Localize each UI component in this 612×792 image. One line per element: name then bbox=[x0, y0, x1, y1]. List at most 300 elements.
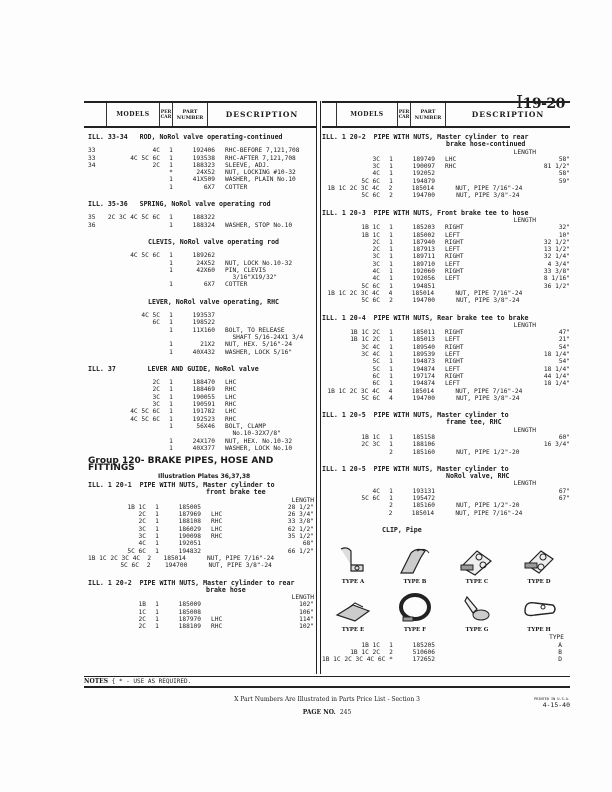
desc-cell: LEFT bbox=[445, 351, 460, 359]
ill-cell bbox=[88, 401, 102, 408]
len-cell: 4 3/4" bbox=[547, 260, 570, 268]
per-cell: 1 bbox=[169, 401, 173, 409]
desc-cell bbox=[201, 548, 266, 555]
table-row bbox=[322, 656, 570, 663]
parts-list bbox=[322, 488, 570, 517]
models-cell: 2C 3C 4C 5C 6C bbox=[107, 214, 160, 222]
desc-cell: NUT, PIPE 7/16"-24 bbox=[444, 509, 523, 517]
per-cell: 1 bbox=[169, 422, 173, 430]
desc-cell: RIGHT bbox=[445, 358, 464, 366]
models-cell bbox=[102, 341, 160, 348]
desc-cell: WASHER, LOCK No.10 bbox=[225, 444, 293, 452]
clip-type-c: TYPE C bbox=[446, 538, 508, 586]
ill-cell bbox=[88, 386, 102, 393]
desc-cell bbox=[215, 252, 314, 259]
table-row bbox=[88, 327, 314, 334]
len-cell: 18 1/4" bbox=[543, 365, 570, 373]
desc-cell: LHC bbox=[225, 408, 237, 416]
desc-cell: NUT, PIPE 3/8"-24 bbox=[445, 394, 520, 402]
desc-cell: NUT, PIPE 1/2"-20 bbox=[445, 448, 520, 456]
desc-cell bbox=[201, 504, 266, 511]
section-title: ILL. 1 20-2 PIPE WITH NUTS, Master cylinder to rear bbox=[322, 133, 529, 141]
models-cell: 3C bbox=[138, 525, 146, 533]
per-cell: 1 bbox=[169, 393, 173, 401]
table-row bbox=[322, 441, 570, 448]
per-cell: 1 bbox=[169, 281, 173, 289]
desc-cell: SHAFT 5/16-24X1 3/4 bbox=[225, 333, 304, 341]
models-cell bbox=[102, 430, 160, 437]
len-cell: 10" bbox=[558, 231, 570, 239]
part-cell: 186029 bbox=[178, 525, 201, 533]
models-cell: 5C bbox=[372, 365, 380, 373]
table-row bbox=[88, 334, 314, 341]
len-cell: 32" bbox=[558, 224, 570, 232]
part-cell: 189749 bbox=[412, 155, 435, 163]
table-row bbox=[322, 502, 570, 509]
ill-cell bbox=[88, 341, 102, 348]
table-row bbox=[88, 445, 314, 452]
part-cell: 185011 bbox=[412, 329, 435, 337]
group-title: Group 120- BRAKE PIPES, HOSE AND FITTINGS bbox=[88, 456, 274, 474]
table-row bbox=[88, 518, 314, 525]
desc-cell: LEFT bbox=[445, 336, 460, 344]
section-title: ILL. 1 20-1 PIPE WITH NUTS, Master cylinder to bbox=[88, 480, 275, 489]
models-cell: 6C bbox=[372, 372, 380, 380]
desc-cell bbox=[435, 178, 522, 185]
len-cell: 54" bbox=[558, 358, 570, 366]
per-cell: 1 bbox=[389, 336, 393, 344]
len-cell bbox=[272, 562, 314, 569]
desc-cell bbox=[215, 214, 314, 221]
desc-cell: LHC bbox=[211, 616, 223, 624]
part-cell: 185205 bbox=[412, 641, 435, 649]
per-cell: 1 bbox=[155, 623, 159, 631]
clip-type-f: TYPE F bbox=[384, 586, 446, 634]
desc-cell: RHC bbox=[211, 518, 223, 526]
part-cell: 194879 bbox=[412, 177, 435, 185]
len-cell bbox=[522, 185, 570, 192]
table-row bbox=[88, 504, 314, 511]
ill-cell bbox=[88, 408, 102, 415]
len-cell: 66 1/2" bbox=[287, 547, 314, 555]
per-car-header: PER CAR bbox=[160, 103, 173, 126]
per-cell: 1 bbox=[389, 260, 393, 268]
ill-cell bbox=[88, 416, 102, 423]
len-cell: 54" bbox=[558, 343, 570, 351]
desc-cell bbox=[215, 319, 314, 326]
table-row bbox=[88, 155, 314, 162]
per-cell: 1 bbox=[169, 379, 173, 387]
table-row bbox=[88, 222, 314, 229]
part-cell: 194873 bbox=[412, 358, 435, 366]
per-cell: * bbox=[389, 656, 393, 664]
len-cell: 58" bbox=[558, 170, 570, 178]
desc-cell: NUT, PIPE 1/2"-20 bbox=[445, 502, 520, 510]
per-cell: 1 bbox=[389, 246, 393, 254]
models-cell: 1B 1C 2C 3C 4C bbox=[327, 289, 380, 297]
models-cell: 3C bbox=[152, 401, 160, 409]
ill-cell: 36 bbox=[88, 221, 96, 229]
ill-cell bbox=[88, 327, 102, 334]
desc-cell: NUT, PIPE 3/8"-24 bbox=[445, 297, 520, 305]
models-cell: 2C bbox=[138, 616, 146, 624]
ill-cell bbox=[88, 281, 102, 288]
table-row bbox=[88, 319, 314, 326]
per-cell: 1 bbox=[169, 161, 173, 169]
part-cell: 185203 bbox=[412, 224, 435, 232]
models-cell: 3C bbox=[138, 533, 146, 541]
part-cell: 194700 bbox=[412, 192, 435, 200]
table-row bbox=[88, 312, 314, 319]
part-cell: 189539 bbox=[412, 351, 435, 359]
table-row bbox=[88, 267, 314, 274]
desc-cell: SLEEVE, ADJ. bbox=[225, 161, 270, 169]
table-row bbox=[322, 366, 570, 373]
per-cell: 1 bbox=[169, 408, 173, 416]
part-cell: 194700 bbox=[164, 562, 188, 570]
per-cell bbox=[160, 274, 182, 281]
table-row bbox=[322, 344, 570, 351]
part-cell: 510606 bbox=[412, 648, 435, 656]
len-cell: 62 1/2" bbox=[287, 525, 314, 533]
table-row bbox=[322, 192, 570, 199]
parts-list bbox=[88, 147, 314, 191]
table-row bbox=[322, 170, 570, 177]
ill-cell bbox=[88, 267, 102, 274]
per-cell: 2 bbox=[389, 448, 393, 456]
models-cell: 1B 1C 2C bbox=[350, 336, 380, 344]
table-row bbox=[322, 495, 570, 502]
page-footer bbox=[84, 696, 570, 716]
table-row bbox=[322, 488, 570, 495]
len-cell: 21" bbox=[558, 336, 570, 344]
desc-cell: LHC bbox=[225, 379, 237, 387]
description-header: DESCRIPTION bbox=[225, 110, 299, 119]
table-row bbox=[322, 239, 570, 246]
ill-cell bbox=[88, 319, 102, 326]
part-cell: 185009 bbox=[178, 601, 201, 609]
section-title: ILL. 1 20-2 PIPE WITH NUTS, Master cylinder to rear bbox=[88, 578, 295, 587]
table-row bbox=[322, 388, 570, 395]
per-cell: 1 bbox=[169, 386, 173, 394]
part-cell: 187969 bbox=[178, 511, 201, 519]
models-cell bbox=[322, 510, 380, 517]
part-number-header: PART NUMBER bbox=[173, 103, 208, 126]
part-cell: 192060 bbox=[412, 268, 435, 276]
desc-cell: RIGHT bbox=[445, 238, 464, 246]
len-cell: 35 1/2" bbox=[287, 533, 314, 541]
models-cell bbox=[102, 349, 160, 356]
models-cell: 1B 1C bbox=[361, 231, 380, 239]
table-row bbox=[322, 649, 570, 656]
per-cell: 1 bbox=[169, 252, 173, 260]
part-cell: 185014 bbox=[411, 185, 435, 193]
left-column: ILL. 33-34 ROD, NoRol valve operating-continued 33 4C 1 192406 RHC-BEFORE 7,121,708 33 4C 5C 6C 1 193538 RHC-AFTER 7,121,708 34 2C 1 188323 SLEEVE, ADJ. * 24X52 NUT, LOCKING #10-32 1 41X509 WASHER, PLAIN No.10 1 6X7 COTTER ILL. 35-36 SPRING, NoRol valve operating rod 35 2C 3C 4C 5C 6C 1 188322 36 1 188324 WASHER, STOP No.10 CLEVIS, NoRol valve operating rod 4C 5C 6C 1 189262 1 24X52 NUT, LOCK No.10-32 1 42X60 PIN, CLEVIS 3/16"X19/32" 1 6X7 COTTER LEVER, NoRol valve operating, RHC 4C 5C 1 193537 6C 1 198522 1 11X160 BOLT, TO RELEASE SHAFT 5/16-24X1 3/4 1 21X2 NUT, HEX. 5/16"-24 1 40X432 WASHER, LOCK 5/16" ILL. 37 LEVER AND GUIDE, NoRol valve 2C 1 188470 LHC 2C 1 188469 RHC 3C 1 190055 LHC 3C 1 190591 RHC 4C 5C 6C 1 191782 LHC 4C 5C 6C 1 192523 RHC 1 56X46 BOLT, CLAMP No.10-32X7/8" 1 24X170 NUT, HEX. No.10-32 1 40X377 WASHER, LOCK No.10 Group 120- BRAKE PIPES, HOSE AND FITTINGS Illustration Plates 36,37,38 ILL. 1 20-1 PIPE WITH NUTS, Master cylinder to front brake tee LENGTH 1B 1C 1 185005 28 1/2" 2C 1 187969 LHC 26 3/4" 2C 1 188108 RHC 33 3/8" 3C 1 186029 LHC 62 1/2" 3C 1 190098 RHC 35 1/2" 4C 1 192051 68" 5C 6C 1 194832 66 1/2" 1B 1C 2C 3C 4C 2 185014 NUT, PIPE 7/16"-24 5C 6C 2 194700 NUT, PIPE 3/8"-24 ILL. 1 20-2 PIPE WITH NUTS, Master cylinder to rear brake hose LENGTH 1B 1 185009 102" 1C 1 185008 106" 2C 1 187970 LHC 114" 2C 1 188109 RHC 102" bbox=[88, 133, 314, 631]
section-title: CLEVIS, NoRol valve operating rod bbox=[148, 237, 280, 246]
models-cell: 5C 6C bbox=[127, 547, 146, 555]
models-cell bbox=[322, 449, 380, 456]
table-row bbox=[88, 260, 314, 267]
clip-type-g-icon bbox=[457, 593, 497, 625]
ill-cell bbox=[88, 438, 102, 445]
models-cell: 4C bbox=[152, 147, 160, 155]
per-cell: 1 bbox=[389, 177, 393, 185]
table-row bbox=[322, 395, 570, 402]
desc-cell bbox=[435, 283, 522, 290]
desc-cell: WASHER, LOCK 5/16" bbox=[225, 348, 293, 356]
part-cell: 188470 bbox=[192, 379, 215, 387]
per-cell: 2 bbox=[388, 185, 393, 193]
per-cell: 1 bbox=[169, 437, 173, 445]
table-row bbox=[322, 329, 570, 336]
len-cell: 33 3/8" bbox=[543, 268, 570, 276]
ill-cell: 34 bbox=[88, 161, 96, 169]
table-row bbox=[88, 274, 314, 281]
table-row bbox=[88, 281, 314, 288]
ill-cell bbox=[88, 169, 102, 176]
part-cell: 185014 bbox=[163, 554, 186, 562]
models-cell bbox=[102, 274, 160, 281]
table-row bbox=[322, 178, 570, 185]
part-cell: 56X46 bbox=[196, 422, 215, 430]
len-cell: 59" bbox=[558, 177, 570, 185]
models-cell: 5C 6C bbox=[361, 297, 380, 305]
per-cell: 1 bbox=[155, 525, 159, 533]
per-cell: 1 bbox=[155, 616, 159, 624]
clip-type-h-icon bbox=[519, 593, 559, 625]
desc-cell bbox=[435, 495, 522, 502]
parts-list bbox=[88, 601, 314, 630]
per-cell: 1 bbox=[389, 433, 393, 441]
table-row bbox=[88, 394, 314, 401]
part-cell: 24X170 bbox=[192, 437, 215, 445]
models-header: MODELS bbox=[107, 103, 160, 126]
len-cell: 16 3/4" bbox=[543, 441, 570, 449]
desc-cell: LEFT bbox=[445, 260, 460, 268]
desc-cell: NUT, PIPE 7/16"-24 bbox=[444, 289, 523, 297]
part-cell: 193537 bbox=[192, 312, 215, 320]
column-divider bbox=[316, 101, 321, 674]
ill-cell bbox=[88, 252, 102, 259]
section-subtitle: NoRol valve, RHC bbox=[446, 472, 510, 481]
models-cell: 5C 6C bbox=[361, 282, 380, 290]
len-cell bbox=[522, 502, 570, 509]
models-cell: 4C 5C bbox=[141, 312, 160, 320]
desc-cell: RIGHT bbox=[445, 268, 464, 276]
table-row bbox=[322, 290, 570, 297]
per-cell: 1 bbox=[155, 608, 159, 616]
models-cell: 4C bbox=[372, 487, 380, 495]
desc-cell bbox=[201, 601, 266, 608]
parts-list bbox=[322, 156, 570, 200]
table-row bbox=[322, 253, 570, 260]
len-cell: 81 1/2" bbox=[543, 163, 570, 171]
part-cell: 192406 bbox=[192, 147, 215, 155]
desc-cell: RHC bbox=[225, 386, 237, 394]
per-cell: 1 bbox=[389, 441, 393, 449]
models-cell: 3C 4C bbox=[361, 351, 380, 359]
desc-cell bbox=[215, 312, 314, 319]
len-cell: 8 1/16" bbox=[543, 275, 570, 283]
left-column-header bbox=[84, 101, 316, 128]
models-cell: 1B 1C 2C 3C 4C bbox=[88, 554, 141, 562]
per-cell: 1 bbox=[155, 601, 159, 609]
per-cell: 1 bbox=[389, 253, 393, 261]
part-cell: 194851 bbox=[412, 282, 435, 290]
part-cell: 192056 bbox=[412, 275, 435, 283]
type-cell: D bbox=[558, 656, 562, 664]
per-cell: 1 bbox=[389, 372, 393, 380]
models-cell bbox=[102, 438, 160, 445]
models-cell: 3C 4C bbox=[361, 343, 380, 351]
desc-cell: WASHER, STOP No.10 bbox=[225, 221, 293, 229]
table-row bbox=[88, 423, 314, 430]
len-cell: 18 1/4" bbox=[543, 351, 570, 359]
per-cell: 1 bbox=[169, 312, 173, 320]
part-cell: 172652 bbox=[412, 656, 435, 664]
models-cell: 1B 1C 2C bbox=[350, 648, 380, 656]
table-row bbox=[88, 562, 314, 569]
section-title: ILL. 37 LEVER AND GUIDE, NoRol valve bbox=[88, 364, 259, 373]
models-cell: 3C bbox=[152, 393, 160, 401]
desc-cell: NUT, LOCK No.10-32 bbox=[225, 259, 293, 267]
table-row bbox=[88, 169, 314, 176]
clip-type-b-icon bbox=[395, 545, 435, 577]
right-column-header bbox=[322, 101, 570, 128]
part-cell: 24X52 bbox=[196, 169, 215, 177]
table-row bbox=[88, 526, 314, 533]
models-cell: 2C bbox=[138, 511, 146, 519]
part-cell: 188323 bbox=[192, 161, 215, 169]
description-header: DESCRIPTION bbox=[471, 110, 545, 119]
table-row bbox=[88, 386, 314, 393]
desc-cell: LEFT bbox=[445, 246, 460, 254]
per-cell: 1 bbox=[169, 147, 173, 155]
desc-cell: LEFT bbox=[445, 380, 460, 388]
per-cell: 1 bbox=[389, 275, 393, 283]
part-cell: 189710 bbox=[412, 260, 435, 268]
per-cell: 1 bbox=[389, 170, 393, 178]
models-cell bbox=[102, 281, 160, 288]
models-cell: 4C 5C 6C bbox=[130, 154, 160, 162]
parts-list bbox=[88, 504, 314, 570]
table-row bbox=[88, 349, 314, 356]
per-cell: 1 bbox=[389, 268, 393, 276]
part-cell: 185008 bbox=[178, 608, 201, 616]
per-cell: 1 bbox=[155, 511, 159, 519]
part-cell bbox=[182, 430, 215, 437]
models-cell bbox=[102, 176, 160, 183]
clip-type-d-icon bbox=[519, 545, 559, 577]
desc-cell: NUT, HEX. 5/16"-24 bbox=[225, 341, 293, 349]
part-cell: 188108 bbox=[178, 518, 201, 526]
desc-cell: LHC bbox=[225, 393, 237, 401]
models-cell bbox=[102, 327, 160, 334]
parts-list bbox=[322, 224, 570, 304]
part-cell: 189540 bbox=[412, 343, 435, 351]
table-row bbox=[88, 555, 314, 562]
part-cell: 40X377 bbox=[192, 444, 215, 452]
part-cell: 185013 bbox=[412, 336, 435, 344]
per-cell: 1 bbox=[155, 540, 159, 548]
table-row bbox=[322, 275, 570, 282]
models-cell: 4C 5C 6C bbox=[130, 252, 160, 260]
per-cell: 2 bbox=[389, 502, 393, 510]
table-row bbox=[88, 184, 314, 191]
type-cell: B bbox=[558, 648, 562, 656]
len-cell: 32 1/4" bbox=[543, 253, 570, 261]
desc-cell: RHC bbox=[211, 533, 223, 541]
table-row bbox=[88, 616, 314, 623]
section-title: ILL. 1 20-5 PIPE WITH NUTS, Master cylinder to bbox=[322, 411, 509, 420]
per-cell: 1 bbox=[389, 365, 393, 373]
per-car-header: PER CAR bbox=[398, 103, 411, 126]
per-cell bbox=[160, 334, 182, 341]
models-cell: 2C bbox=[372, 238, 380, 246]
models-cell: 5C 6C bbox=[361, 177, 380, 185]
len-cell: 47" bbox=[558, 329, 570, 337]
len-cell: 67" bbox=[558, 487, 570, 495]
part-cell: 188106 bbox=[412, 441, 435, 449]
section-title: ILL. 33-34 ROD, NoRol valve operating-continued bbox=[88, 133, 283, 141]
part-cell: 185160 bbox=[412, 502, 435, 510]
len-cell: 44 1/4" bbox=[543, 372, 570, 380]
per-cell: 1 bbox=[389, 495, 393, 503]
len-cell: 32 1/2" bbox=[543, 238, 570, 246]
part-cell: 194874 bbox=[412, 380, 435, 388]
per-cell: 1 bbox=[169, 259, 173, 267]
desc-cell: RHC bbox=[225, 401, 237, 409]
parts-list bbox=[322, 329, 570, 402]
parts-list bbox=[88, 214, 314, 229]
part-cell: 185158 bbox=[412, 433, 435, 441]
table-row bbox=[322, 351, 570, 358]
per-cell: 1 bbox=[169, 214, 173, 222]
per-cell: 4 bbox=[388, 289, 393, 297]
section-title: ILL. 35-36 SPRING, NoRol valve operating rod bbox=[88, 200, 271, 209]
models-cell: 1C bbox=[138, 608, 146, 616]
part-cell: 197174 bbox=[412, 372, 435, 380]
footer-note: X Part Numbers Are Illustrated in Parts Price List - Section 3 bbox=[234, 696, 420, 703]
desc-cell bbox=[435, 170, 522, 177]
table-row bbox=[322, 449, 570, 456]
desc-cell: RIGHT bbox=[445, 329, 464, 337]
ill-cell bbox=[88, 176, 102, 183]
models-header: MODELS bbox=[337, 103, 398, 126]
ill-cell bbox=[88, 260, 102, 267]
section-title: CLIP, Pipe bbox=[382, 525, 422, 534]
table-row bbox=[88, 438, 314, 445]
len-cell: 36 1/2" bbox=[543, 282, 570, 290]
table-row bbox=[88, 609, 314, 616]
models-cell: 1B 1C bbox=[361, 224, 380, 232]
per-cell: 1 bbox=[389, 380, 393, 388]
per-cell: 1 bbox=[389, 282, 393, 290]
models-cell: 5C 6C bbox=[361, 394, 380, 402]
part-cell: 188322 bbox=[192, 214, 215, 222]
models-cell bbox=[102, 169, 160, 176]
part-cell: 190591 bbox=[192, 401, 215, 409]
len-cell bbox=[522, 297, 570, 304]
len-cell: 102" bbox=[299, 623, 314, 631]
table-row bbox=[322, 246, 570, 253]
models-cell: 2C bbox=[138, 623, 146, 631]
models-cell: 5C 6C bbox=[361, 495, 380, 503]
desc-cell: PIN, CLEVIS bbox=[225, 266, 266, 274]
part-cell: 192523 bbox=[192, 415, 215, 423]
part-cell: 190055 bbox=[192, 393, 215, 401]
ill-cell bbox=[88, 379, 102, 386]
